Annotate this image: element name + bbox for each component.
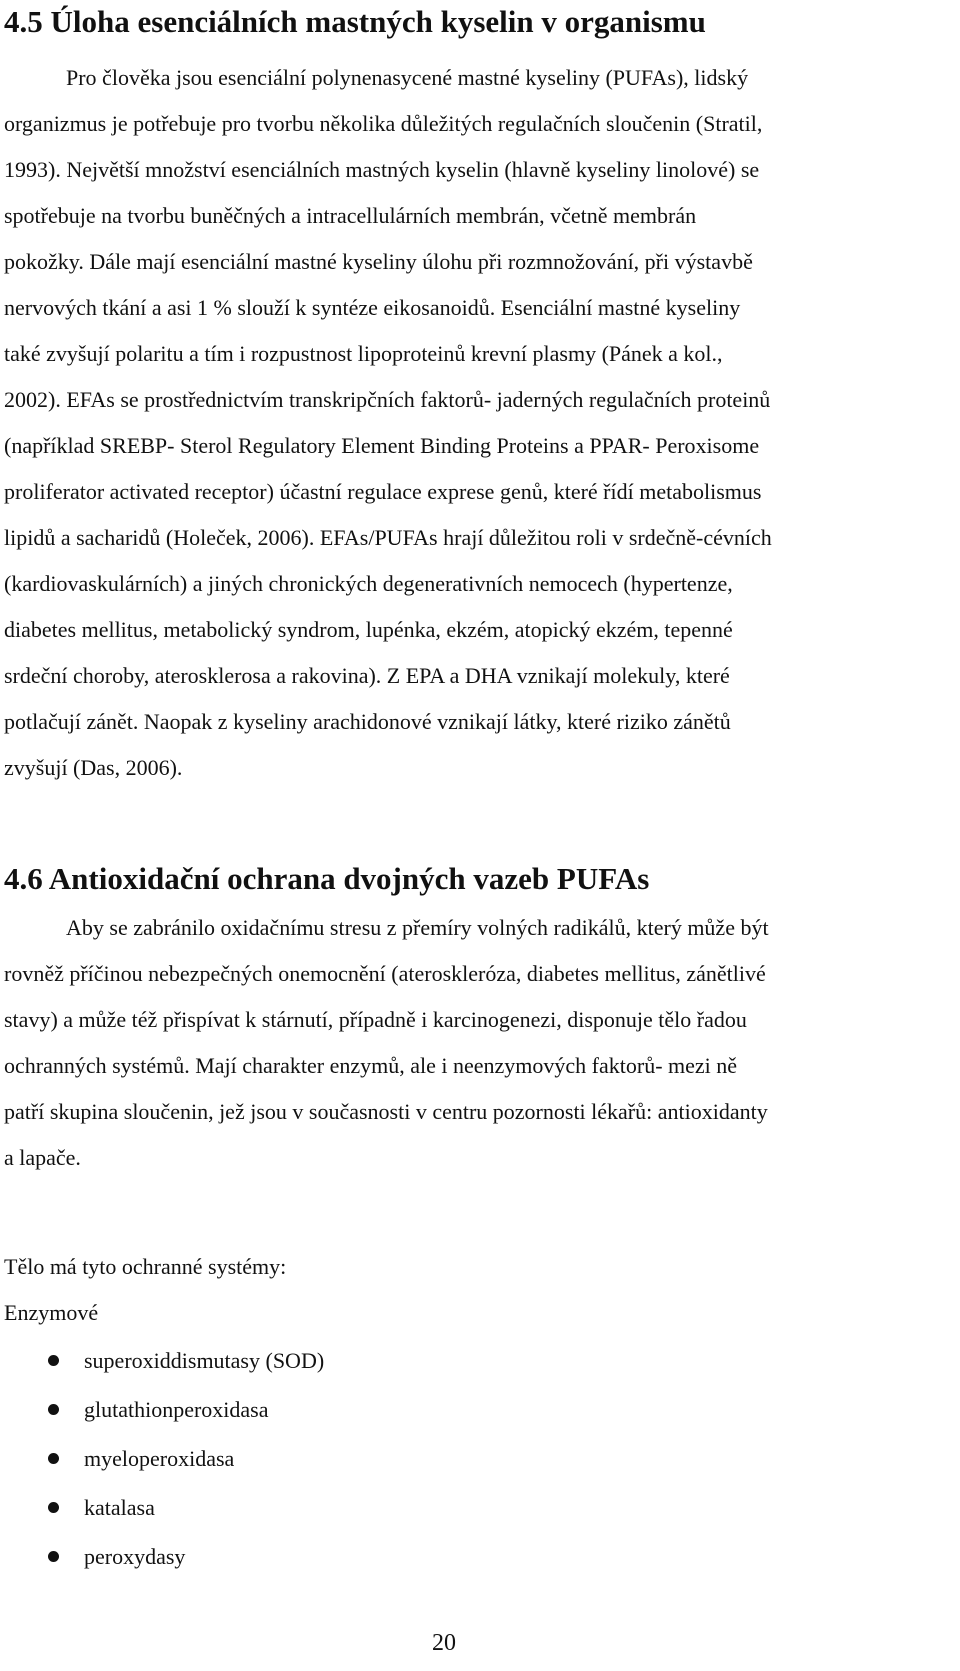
text-line: (například SREBP- Sterol Regulatory Element Binding Proteins a PPAR- Peroxisome [4, 433, 760, 458]
text-line: patří skupina sloučenin, jež jsou v současnosti v centru pozornosti lékařů: antioxidanty [4, 1099, 768, 1124]
list-item-text: glutathionperoxidasa [84, 1397, 269, 1422]
list-item [4, 1336, 324, 1385]
text-line: také zvyšují polaritu a tím i rozpustnost lipoproteinů krevní plasmy (Pánek a kol., [4, 341, 723, 366]
list-item [4, 1385, 324, 1434]
text-line: (kardiovaskulárních) a jiných chronických degenerativních nemocech (hypertenze, [4, 571, 733, 596]
bullet-icon [48, 1404, 59, 1415]
page-number: 20 [432, 1630, 456, 1656]
list-item-text: superoxiddismutasy (SOD) [84, 1348, 325, 1373]
text-line: srdeční choroby, aterosklerosa a rakovina). Z EPA a DHA vznikají molekuly, které [4, 663, 730, 688]
enzymes-label [4, 1290, 956, 1336]
text-line: ochranných systémů. Mají charakter enzymů, ale i neenzymových faktorů- mezi ně [4, 1053, 738, 1078]
list-item [4, 1483, 324, 1532]
list-item [4, 1434, 324, 1483]
text-line: 2002). EFAs se prostřednictvím transkripčních faktorů- jaderných regulačních proteinů [4, 387, 771, 412]
text-line: zvyšují (Das, 2006). [4, 755, 183, 780]
text-line: spotřebuje na tvorbu buněčných a intracellulárních membrán, včetně membrán [4, 203, 697, 228]
bullet-icon [48, 1502, 59, 1513]
text-line: stavy) a může též přispívat k stárnutí, případně i karcinogenezi, disponuje tělo řadou [4, 1007, 747, 1032]
bullet-icon [48, 1551, 59, 1562]
text-line: proliferator activated receptor) účastní regulace exprese genů, které řídí metabolismus [4, 479, 762, 504]
list-item-text: myeloperoxidasa [84, 1446, 235, 1471]
text-line: 1993). Největší množství esenciálních mastných kyselin (hlavně kyseliny linolové) se [4, 157, 760, 182]
text-line: potlačují zánět. Naopak z kyseliny arachidonové vznikají látky, které riziko zánětů [4, 709, 731, 734]
text-line: nervových tkání a asi 1 % slouží k syntéze eikosanoidů. Esenciální mastné kyseliny [4, 295, 741, 320]
text-line: Enzymové [4, 1300, 99, 1325]
section-heading-4-5: 4.5 Úloha esenciálních mastných kyselin v organismu [4, 4, 706, 39]
paragraph-essential-fatty-acids [4, 55, 956, 791]
list-item-text: peroxydasy [84, 1544, 186, 1569]
text-line: lipidů a sacharidů (Holeček, 2006). EFAs/PUFAs hrají důležitou roli v srdečně-cévních [4, 525, 772, 550]
text-line: rovněž příčinou nebezpečných onemocnění (ateroskleróza, diabetes mellitus, zánětlivé [4, 961, 766, 986]
section-heading-4-6: 4.6 Antioxidační ochrana dvojných vazeb PUFAs [4, 861, 650, 896]
protective-systems-intro [4, 1244, 956, 1290]
text-line: diabetes mellitus, metabolický syndrom, lupénka, ekzém, atopický ekzém, tepenné [4, 617, 733, 642]
enzyme-list [4, 1336, 324, 1581]
paragraph-antioxidant-protection [4, 905, 956, 1181]
bullet-icon [48, 1453, 59, 1464]
list-item [4, 1532, 324, 1581]
text-line: Tělo má tyto ochranné systémy: [4, 1254, 287, 1279]
text-line: organizmus je potřebuje pro tvorbu několika důležitých regulačních sloučenin (Stratil, [4, 111, 763, 136]
text-line: Pro člověka jsou esenciální polynenasycené mastné kyseliny (PUFAs), lidský [66, 65, 749, 90]
text-line: pokožky. Dále mají esenciální mastné kyseliny úlohu při rozmnožování, při výstavbě [4, 249, 753, 274]
text-line: a lapače. [4, 1145, 81, 1170]
document-page [4, 0, 956, 1671]
bullet-icon [48, 1355, 59, 1366]
text-line: Aby se zabránilo oxidačnímu stresu z přemíry volných radikálů, který může být [66, 915, 769, 940]
list-item-text: katalasa [84, 1495, 155, 1520]
